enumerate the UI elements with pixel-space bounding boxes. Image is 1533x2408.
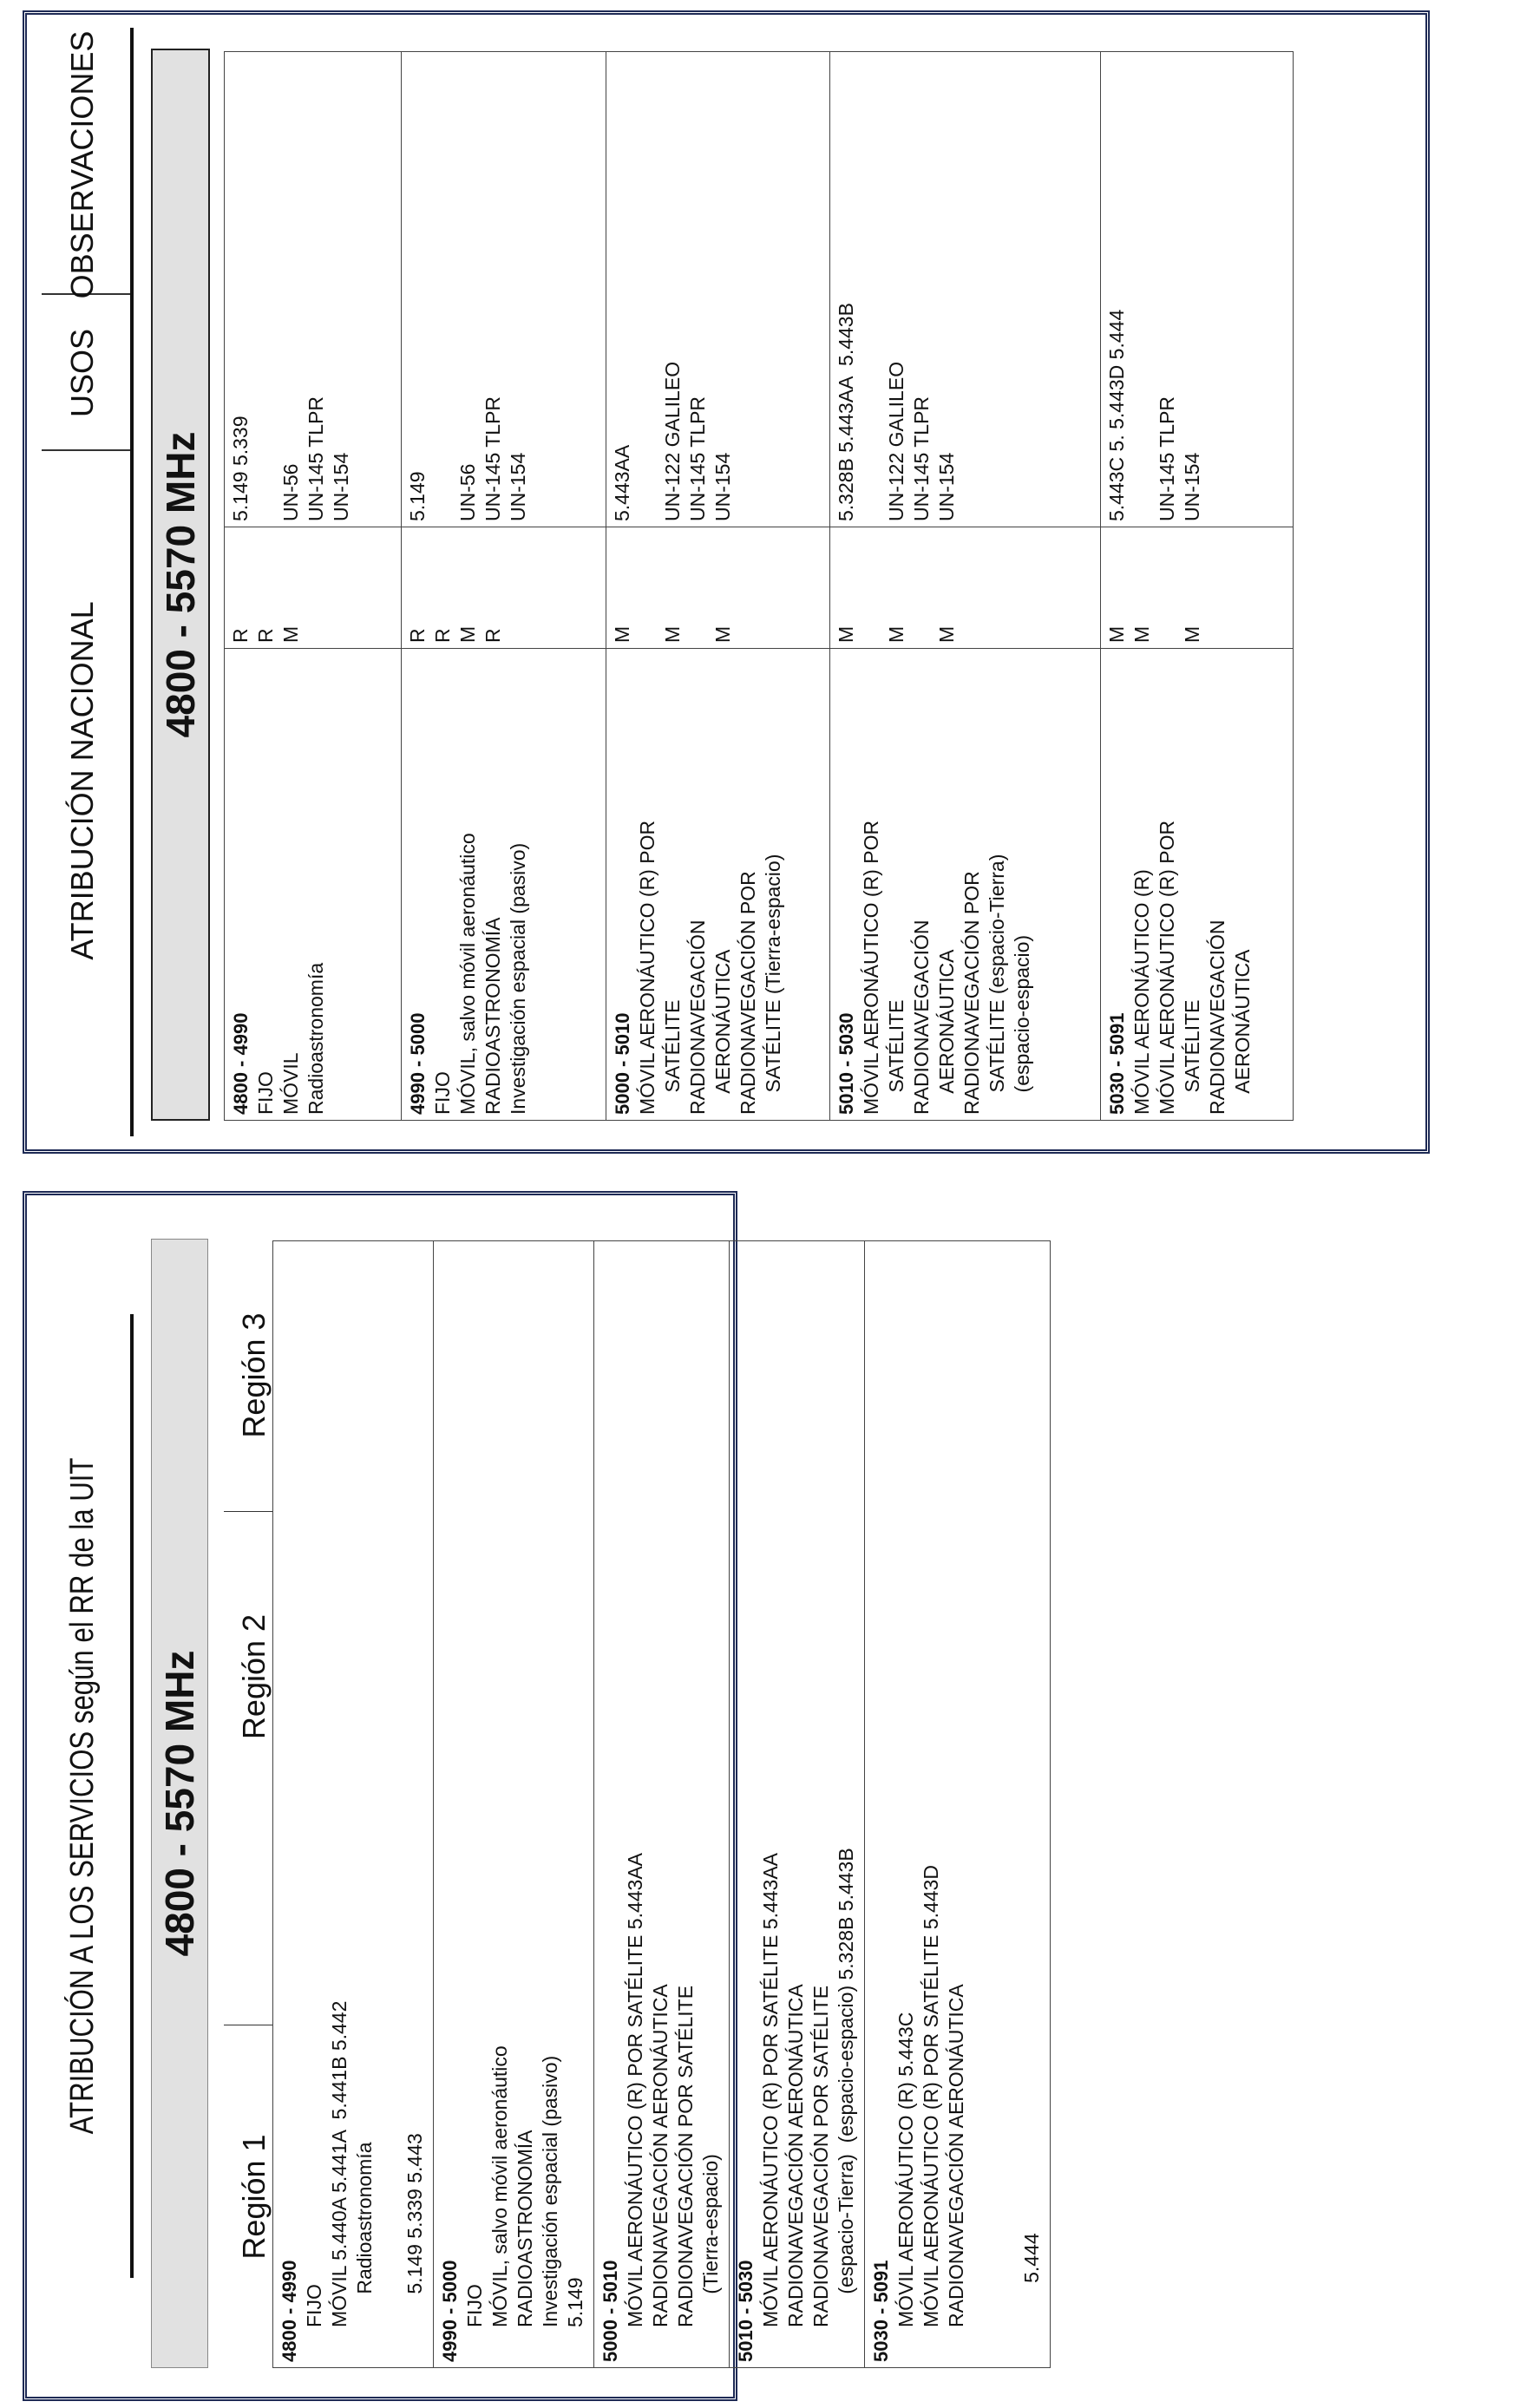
band-range: 4800 - 4990 bbox=[278, 2260, 300, 2362]
service-list: FIJO MÓVIL, salvo móvil aeronáutico RADIOASTRONOMÍA Investigación espacial (pasivo) bbox=[431, 833, 529, 1115]
header-region-1: Región 1 bbox=[236, 2134, 272, 2260]
usos-cell: R R M R bbox=[402, 527, 606, 649]
table-row bbox=[225, 52, 402, 1121]
observations-cell: 5.328B 5.443AA 5.443B UN-122 GALILEO UN-145 TLPR UN-154 bbox=[830, 52, 1101, 527]
band-range: 5010 - 5030 bbox=[735, 2260, 757, 2362]
usos-cell: R R M bbox=[225, 527, 402, 649]
header-national-allocation: ATRIBUCIÓN NACIONAL bbox=[64, 601, 100, 960]
band-heading: 4800 - 5570 MHz bbox=[151, 49, 210, 1121]
header-region-2: Región 2 bbox=[236, 1613, 272, 1740]
observations-cell: 5.149 UN-56 UN-145 TLPR UN-154 bbox=[402, 52, 606, 527]
header-region-3: Región 3 bbox=[236, 1312, 272, 1438]
table-row bbox=[402, 52, 606, 1121]
service-list: MÓVIL AERONÁUTICO (R) POR SATÉLITE RADIONAVEGACIÓN AERONÁUTICA RADIONAVEGACIÓN POR SATÉLITE (Tierra-espacio) bbox=[636, 820, 784, 1115]
table-cell bbox=[865, 1241, 1051, 2368]
table-cell bbox=[594, 1241, 730, 2368]
table-row bbox=[606, 52, 830, 1121]
band-range: 5030 - 5091 bbox=[1106, 1012, 1128, 1115]
band-range: 5000 - 5010 bbox=[599, 2260, 621, 2362]
observations-cell: 5.149 5.339 UN-56 UN-145 TLPR UN-154 bbox=[225, 52, 402, 527]
table-row bbox=[830, 52, 1101, 1121]
table-row bbox=[594, 1241, 730, 2368]
service-list: MÓVIL AERONÁUTICO (R) POR SATÉLITE 5.443AA RADIONAVEGACIÓN AERONÁUTICA RADIONAVEGACIÓN POR SATÉLITE (espacio-Tierra) (espacio-espacio) 5.328B 5.443B bbox=[759, 1848, 857, 2327]
header-divider bbox=[224, 1511, 272, 1512]
band-range: 5000 - 5010 bbox=[612, 1012, 633, 1115]
usos-cell: M M M bbox=[830, 527, 1101, 649]
band-range: 5030 - 5091 bbox=[870, 2260, 892, 2362]
table-row bbox=[1101, 52, 1294, 1121]
national-allocation-table bbox=[224, 51, 1294, 1121]
usos-cell: M M M bbox=[1101, 527, 1294, 649]
band-heading: 4800 - 5570 MHz bbox=[151, 1239, 208, 2368]
usos-cell: M M M bbox=[606, 527, 830, 649]
national-allocation-page bbox=[23, 10, 1430, 1154]
header-usos: USOS bbox=[64, 328, 100, 418]
table-cell bbox=[434, 1241, 594, 2368]
table-row bbox=[273, 1241, 434, 2368]
services-cell bbox=[830, 649, 1101, 1121]
itu-allocation-page bbox=[23, 1191, 1043, 2401]
service-list: FIJO MÓVIL 5.440A 5.441A 5.441B 5.442 Radioastronomía 5.149 5.339 5.443 bbox=[303, 2000, 426, 2327]
service-list: MÓVIL AERONÁUTICO (R) POR SATÉLITE RADIONAVEGACIÓN AERONÁUTICA RADIONAVEGACIÓN POR SATÉLITE (espacio-Tierra) (espacio-espacio) bbox=[860, 820, 1033, 1115]
service-list: MÓVIL AERONÁUTICO (R) POR SATÉLITE 5.443AA RADIONAVEGACIÓN AERONÁUTICA RADIONAVEGACIÓN POR SATÉLITE (Tierra-espacio) bbox=[624, 1852, 722, 2327]
service-list: FIJO MÓVIL Radioastronomía bbox=[254, 962, 327, 1115]
service-list: FIJO MÓVIL, salvo móvil aeronáutico RADIOASTRONOMÍA Investigación espacial (pasivo) 5.149 bbox=[463, 2045, 586, 2327]
services-cell bbox=[225, 649, 402, 1121]
services-cell bbox=[1101, 649, 1294, 1121]
band-range: 5010 - 5030 bbox=[835, 1012, 857, 1115]
table-cell bbox=[730, 1241, 865, 2368]
service-list: MÓVIL AERONÁUTICO (R) MÓVIL AERONÁUTICO (R) POR SATÉLITE RADIONAVEGACIÓN AERONÁUTICA bbox=[1130, 820, 1254, 1115]
column-title-bar bbox=[35, 28, 134, 1136]
table-row bbox=[434, 1241, 594, 2368]
table-cell bbox=[273, 1241, 434, 2368]
header-observaciones: OBSERVACIONES bbox=[64, 30, 100, 299]
services-cell bbox=[606, 649, 830, 1121]
observations-cell: 5.443C 5. 5.443D 5.444 UN-145 TLPR UN-154 bbox=[1101, 52, 1294, 527]
band-range: 4990 - 5000 bbox=[439, 2260, 461, 2362]
observations-cell: 5.443AA UN-122 GALILEO UN-145 TLPR UN-154 bbox=[606, 52, 830, 527]
band-range: 4990 - 5000 bbox=[407, 1012, 429, 1115]
services-cell bbox=[402, 649, 606, 1121]
table-row bbox=[730, 1241, 865, 2368]
page-title: ATRIBUCIÓN A LOS SERVICIOS según el RR de la UIT bbox=[35, 1314, 134, 2278]
band-range: 4800 - 4990 bbox=[230, 1012, 252, 1115]
table-row bbox=[865, 1241, 1051, 2368]
itu-allocation-table bbox=[272, 1240, 1051, 2368]
service-list: MÓVIL AERONÁUTICO (R) 5.443C MÓVIL AERONÁUTICO (R) POR SATÉLITE 5.443D RADIONAVEGACIÓN AERONÁUTICA 5.444 bbox=[894, 1865, 1043, 2327]
